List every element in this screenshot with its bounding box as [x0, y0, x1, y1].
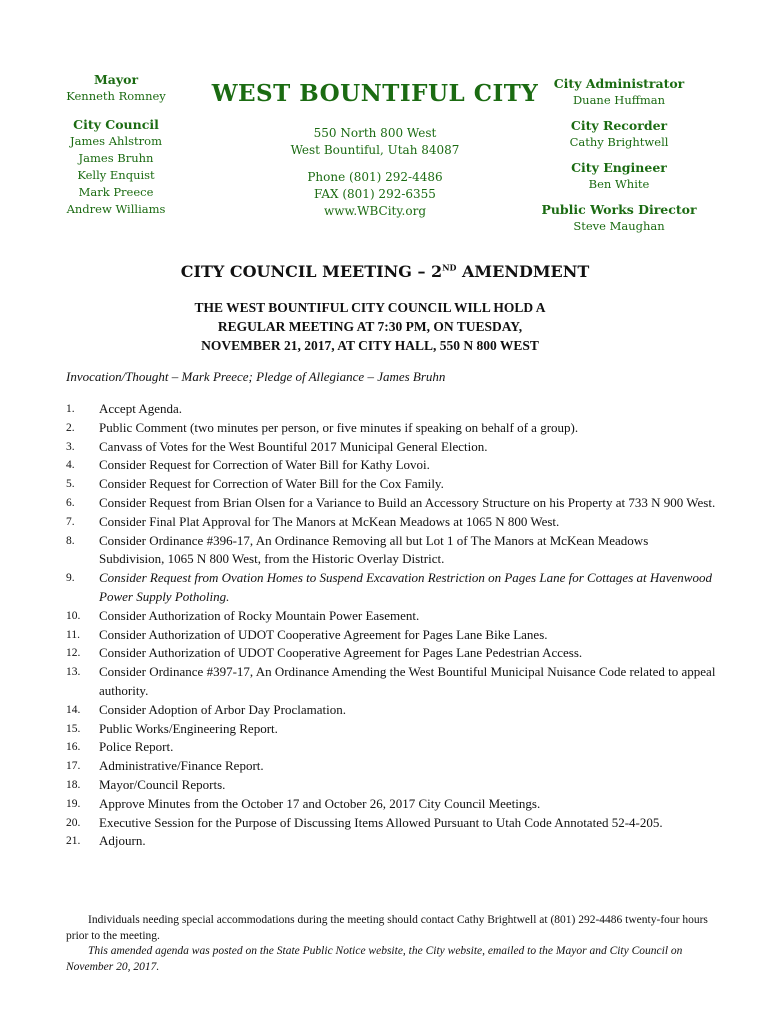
agenda-item-number: 20.: [66, 816, 81, 829]
agenda-item-text: Public Comment (two minutes per person, or five minutes if speaking on behalf of a group).: [99, 419, 579, 435]
agenda-item: [66, 757, 716, 776]
agenda-item-number: 3.: [66, 440, 75, 453]
official-name: Steve Maughan: [573, 219, 665, 233]
agenda-item-number: 6.: [66, 496, 75, 509]
official-role: Public Works Director: [541, 202, 697, 217]
council-member: Mark Preece: [78, 185, 154, 199]
agenda-item-number: 19.: [66, 797, 81, 810]
agenda-item: [66, 607, 716, 626]
agenda-item-number: 10.: [66, 609, 81, 622]
agenda-item-number: 16.: [66, 741, 81, 754]
agenda-item: [66, 644, 716, 663]
agenda-item: [66, 475, 716, 494]
meeting-title-main: CITY COUNCIL MEETING – 2: [180, 262, 443, 281]
agenda-item-number: 4.: [66, 459, 75, 472]
official-role: City Engineer: [571, 160, 667, 175]
agenda-item: [66, 663, 716, 701]
agenda-item-number: 7.: [66, 515, 75, 528]
address-line-1: 550 North 800 West: [313, 126, 437, 140]
header-center: [205, 80, 545, 220]
agenda-item-text: Consider Adoption of Arbor Day Proclamation.: [99, 701, 346, 717]
agenda-item-number: 17.: [66, 760, 81, 773]
agenda-item-number: 15.: [66, 722, 81, 735]
agenda-item-text: Administrative/Finance Report.: [99, 758, 264, 774]
agenda-item: [66, 419, 716, 438]
agenda-item: [66, 795, 716, 814]
notice-line: NOVEMBER 21, 2017, AT CITY HALL, 550 N 800 WEST: [201, 338, 539, 353]
agenda-item-text: Consider Request from Brian Olsen for a Variance to Build an Accessory Structure on his Property at 733 N 900 West.: [99, 494, 716, 510]
agenda-item-text: Consider Ordinance #397-17, An Ordinance Amending the West Bountiful Municipal Nuisance Code related to appeal authority.: [99, 664, 716, 698]
agenda-item-text: Consider Request from Ovation Homes to Suspend Excavation Restriction on Pages Lane for Cottages at Havenwood Power Supply Potholing.: [99, 570, 712, 604]
agenda-item-text: Canvass of Votes for the West Bountiful 2017 Municipal General Election.: [99, 438, 488, 454]
council-member: Kelly Enquist: [77, 168, 155, 182]
agenda-item-text: Consider Authorization of UDOT Cooperative Agreement for Pages Lane Pedestrian Access.: [99, 645, 583, 661]
agenda-item: [66, 701, 716, 720]
meeting-title: [0, 262, 770, 281]
agenda-item-number: 2.: [66, 421, 75, 434]
agenda-item-text: Adjourn.: [99, 833, 146, 849]
agenda-item-text: Police Report.: [99, 739, 174, 755]
invocation-line: Invocation/Thought – Mark Preece; Pledge of Allegiance – James Bruhn: [66, 369, 446, 384]
meeting-title-ordinal: ND: [442, 262, 457, 273]
meeting-title-end: AMENDMENT: [456, 262, 590, 281]
agenda-item-number: 11.: [66, 628, 80, 641]
agenda-item: [66, 569, 716, 607]
official-name: Cathy Brightwell: [569, 135, 669, 149]
agenda-item-number: 12.: [66, 647, 81, 660]
agenda-item: [66, 400, 716, 419]
fax: FAX (801) 292-6355: [314, 187, 436, 201]
official-name: Duane Huffman: [572, 93, 666, 107]
agenda-item-text: Consider Ordinance #396-17, An Ordinance Removing all but Lot 1 of The Manors at McKean Meadows Subdivision, 1065 N 800 West, from the Historic Overlay District.: [99, 532, 649, 567]
agenda-item-number: 18.: [66, 778, 81, 791]
agenda-list: [66, 400, 716, 851]
phone: Phone (801) 292-4486: [307, 170, 443, 184]
agenda-item-text: Accept Agenda.: [99, 401, 183, 416]
agenda-item-number: 1.: [66, 403, 75, 415]
agenda-item-text: Consider Request for Correction of Water Bill for the Cox Family.: [99, 476, 444, 492]
posting-note: This amended agenda was posted on the State Public Notice website, the City website, emailed to the Mayor and City Council on November 20, 2017.: [66, 945, 683, 973]
agenda-item: [66, 626, 716, 645]
agenda-item-number: 5.: [66, 478, 75, 491]
agenda-item-text: Public Works/Engineering Report.: [99, 720, 278, 736]
agenda-item: [66, 832, 716, 851]
agenda-item-text: Mayor/Council Reports.: [99, 776, 226, 792]
mayor-name: Kenneth Romney: [66, 89, 166, 103]
website-link[interactable]: www.WBCity.org: [323, 204, 427, 218]
header-left-column: [50, 72, 182, 218]
official-role: City Recorder: [570, 118, 668, 133]
agenda-item-text: Approve Minutes from the October 17 and October 26, 2017 City Council Meetings.: [99, 795, 541, 811]
agenda-item: [66, 494, 716, 513]
official-name: Ben White: [588, 177, 650, 191]
notice-line: REGULAR MEETING AT 7:30 PM, ON TUESDAY,: [217, 319, 523, 334]
agenda-item-number: 14.: [66, 703, 81, 716]
agenda-item-text: Executive Session for the Purpose of Discussing Items Allowed Pursuant to Utah Code Annotated 52-4-205.: [99, 814, 663, 830]
agenda-item-number: 8.: [66, 534, 75, 547]
official-role: City Administrator: [553, 76, 685, 91]
city-title: WEST BOUNTIFUL CITY: [211, 80, 539, 107]
agenda-item: [66, 738, 716, 757]
agenda-item: [66, 456, 716, 475]
agenda-item: [66, 532, 716, 570]
notice-line: THE WEST BOUNTIFUL CITY COUNCIL WILL HOLD A: [194, 300, 546, 315]
agenda-item-number: 9.: [66, 572, 75, 585]
agenda-item-number: 21.: [66, 835, 81, 848]
council-role: City Council: [73, 117, 159, 132]
council-member: James Ahlstrom: [70, 134, 162, 148]
council-member: James Bruhn: [78, 151, 154, 165]
mayor-role: Mayor: [93, 72, 139, 87]
accommodations-note: Individuals needing special accommodations during the meeting should contact Cathy Brightwell at (801) 292-4486 twenty-four hours prior to the meeting.: [66, 914, 708, 942]
agenda-item: [66, 814, 716, 833]
agenda-item-text: Consider Authorization of Rocky Mountain Power Easement.: [99, 607, 420, 623]
agenda-item: [66, 720, 716, 739]
agenda-item-text: Consider Authorization of UDOT Cooperative Agreement for Pages Lane Bike Lanes.: [99, 626, 548, 642]
meeting-notice: [120, 298, 620, 355]
agenda-item: [66, 513, 716, 532]
footer-notes: [66, 913, 726, 975]
agenda-item: [66, 776, 716, 795]
agenda-item-text: Consider Request for Correction of Water Bill for Kathy Lovoi.: [99, 457, 430, 473]
council-member: Andrew Williams: [66, 202, 166, 216]
agenda-item: [66, 438, 716, 457]
address-line-2: West Bountiful, Utah 84087: [290, 143, 460, 157]
agenda-item-text: Consider Final Plat Approval for The Manors at McKean Meadows at 1065 N 800 West.: [99, 513, 560, 529]
agenda-item-number: 13.: [66, 666, 81, 679]
header-right-column: [540, 76, 698, 235]
